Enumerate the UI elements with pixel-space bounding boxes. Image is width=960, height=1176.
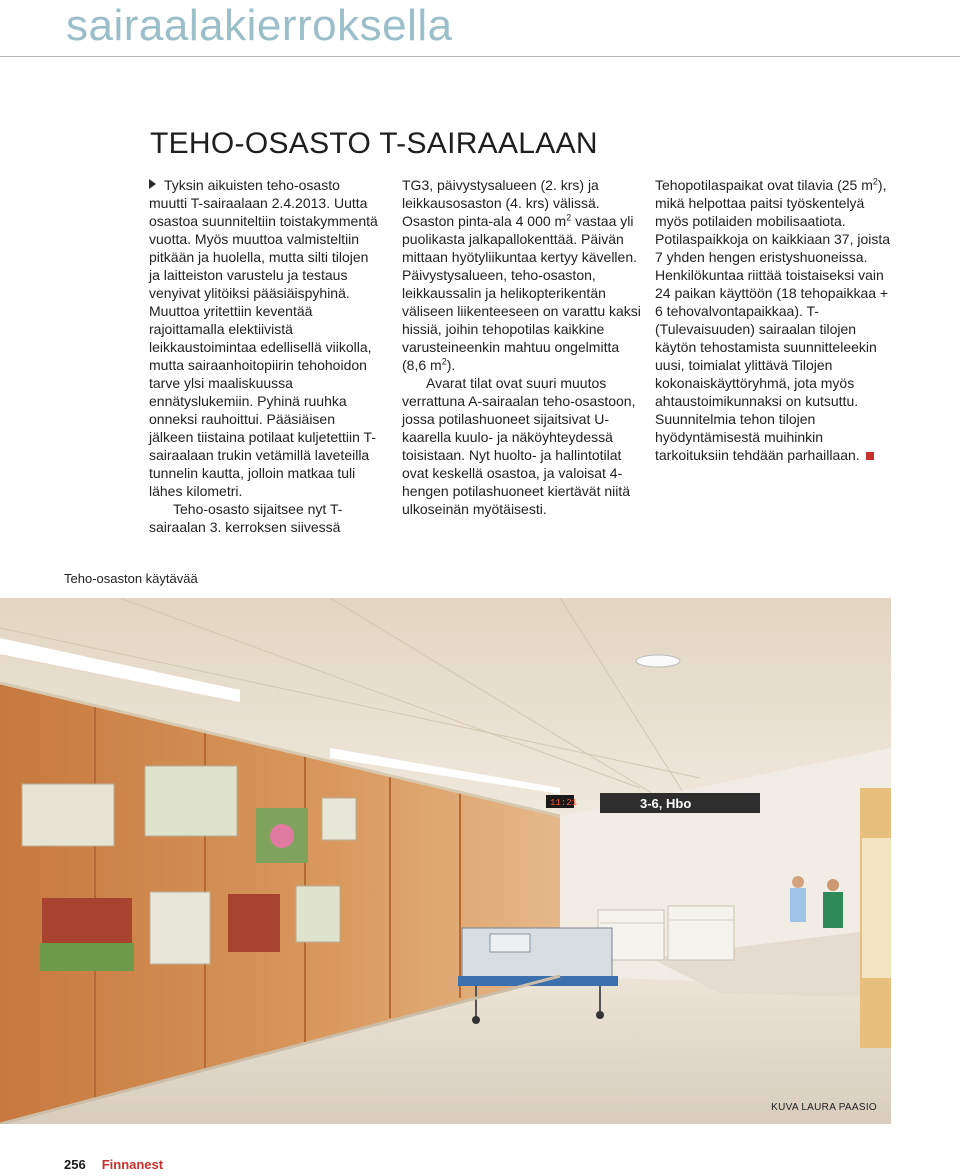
column-1-paragraph-2: Teho-osasto sijaitsee nyt T-sairaalan 3. kerroksen siivessä [149, 501, 343, 535]
page-footer [64, 1157, 163, 1172]
column-3-paragraph-1: Tehopotilaspaikat ovat tilavia (25 $m^2$), mikä helpottaa paitsi työskentelyä myös potilaiden mobilisaatiota. Potilaspaikkoja on kaikkiaan 37, joista 7 yhden hengen eristyshuoneissa. Henkilökuntaa riittää toistaiseksi vain 24 paikan käyttöön (18 tehopaikkaa + 6 tehovalvontapaikkaa). T- (Tulevaisuuden) sairaalan tilojen käytön tehostamista suunnitteleekin uusi, toimialat ylittävä Tilojen kokonaiskäyttöryhmä, jota myös ahtaustoimikunnaksi on kutsuttu. Suunnitelmia tehon tilojen hyödyntämisestä muihinkin tarkoituksiin tehdään parhaillaan. [655, 176, 891, 463]
column-1-paragraph-1: Tyksin aikuisten teho-osasto muutti T-sairaalaan 2.4.2013. Uutta osastoa suunniteltiin toistakymmentä vuotta. Myös muuttoa valmisteltiin pitkään ja huolella, mutta silti tilojen ja laitteiston varustelu ja testaus venyivat ylitöiksi pääsiäispyhinä. Muuttoa yritettiin keventää rajoittamalla elektiivistä leikkaustoimintaa edellisellä viikolla, mutta sairaanhoitopiirin tehohoidon tarve ylsi maaliskuussa ennätyslukemiin. Pyhinä ruuhka onneksi rauhoittui. Pääsiäisen jälkeen tiistaina potilaat kuljetettiin T-sairaalaan trukin vetämillä laveteilla tunnelin kautta, jolloin matkaa tuli lähes kilometri. [149, 177, 378, 499]
direction-sign: 3-6, Hbo [640, 796, 692, 811]
wall-clock: 11:21 [550, 798, 578, 808]
end-mark-icon [866, 452, 874, 460]
photo-credit: KUVA LAURA PAASIO [771, 1102, 877, 1113]
article-headline: TEHO-OSASTO T-SAIRAALAAN [150, 127, 598, 160]
column-2-paragraph-2: Avarat tilat ovat suuri muutos verrattuna A-sairaalan teho-osastoon, jossa potilashuoneet sijaitsivat U-kaarella kuulo- ja näköyhteydessä toisistaan. Nyt huolto- ja hallintotilat ovat keskellä osastoa, ja valoisat 4-hengen potilashuoneet kiertävät niitä ulkoseinän myötäisesti. [402, 375, 636, 517]
column-2-paragraph-1: TG3, päivystysalueen (2. krs) ja leikkausosaston (4. krs) välissä. Osaston pinta-ala 4 000 $m^2$ vastaa yli puolikasta jalkapallokenttää. Päivän mittaan hyötyliikuntaa kertyy kävellen. Päivystysalueen, teho-osaston, leikkaussalin ja helikopterikentän väliseen liikenteeseen on varattu kaksi hissiä, joihin tehopotilas kaikkine varusteineenkin mahtuu ongelmitta (8,6 $m^2$). [402, 177, 641, 373]
lead-arrow-icon [149, 179, 156, 189]
article-column-1 [149, 176, 379, 536]
article-column-2 [402, 176, 642, 518]
article-column-3 [655, 176, 895, 464]
magazine-name: Finnanest [101, 1157, 164, 1172]
section-title: sairaalakierroksella [66, 1, 453, 50]
page-number: 256 [64, 1157, 86, 1172]
corridor-photo [0, 598, 891, 1124]
header-divider [0, 56, 960, 57]
photo-caption: Teho-osaston käytävää [64, 571, 198, 586]
